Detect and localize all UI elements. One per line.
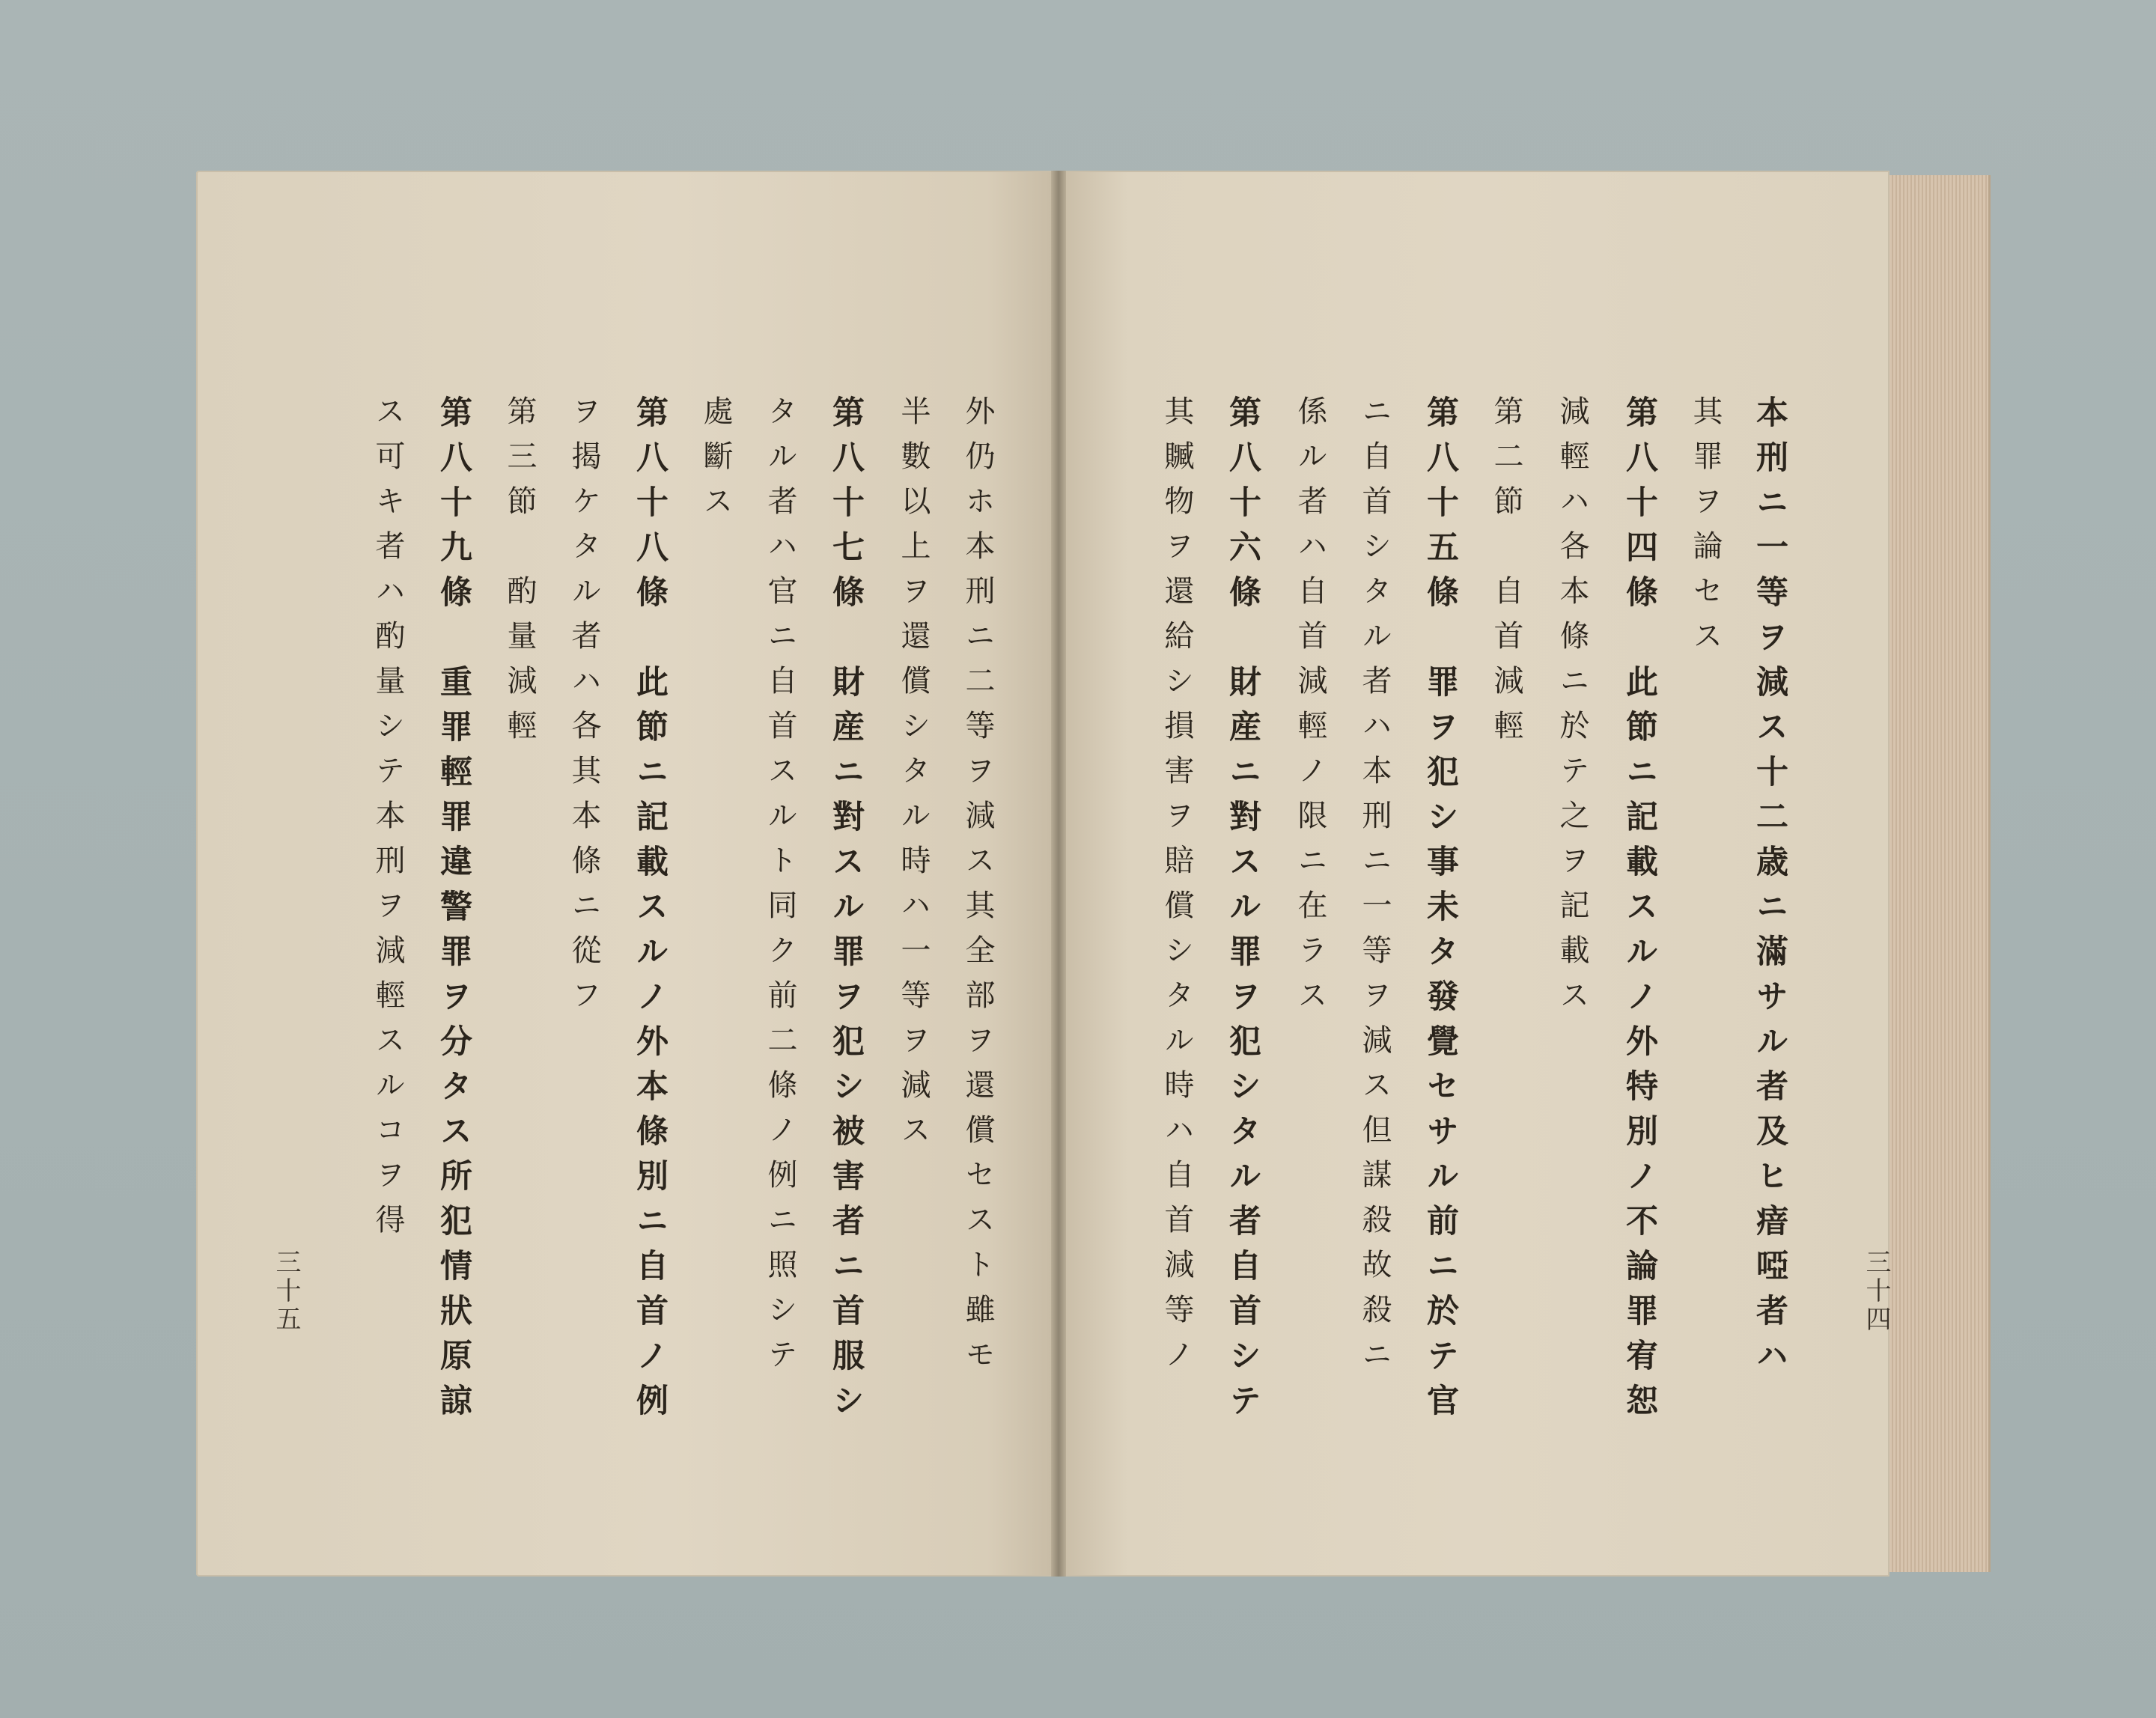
right-col-10: 其贓物ヲ還給シ損害ヲ賠償シタル時ハ自首減等ノ (1160, 395, 1194, 1383)
open-book (196, 171, 1988, 1577)
left-col-2: 半數以上ヲ還償シタル時ハ一等ヲ減ス (896, 395, 931, 1159)
right-page-number: 三十四 (1861, 1249, 1891, 1334)
left-col-4: タル者ハ官ニ自首スルト同ク前二條ノ例ニ照シテ (763, 395, 797, 1383)
left-page-number: 三十五 (271, 1249, 301, 1334)
left-col-9: 第八十九條 重罪輕罪違警罪ヲ分タス所犯情狀原諒 (435, 395, 472, 1428)
right-col-4: 減輕ハ各本條ニ於テ之ヲ記載ス (1555, 395, 1589, 1024)
right-col-1: 本刑ニ一等ヲ減ス十二歳ニ滿サル者及ヒ瘖啞者ハ (1751, 395, 1788, 1383)
right-col-8: 係ル者ハ自首減輕ノ限ニ在ラス (1293, 395, 1327, 1024)
right-col-2: 其罪ヲ論セス (1688, 395, 1723, 665)
left-col-5: 處斷ス (698, 395, 733, 530)
right-col-5: 第二節 自首減輕 (1489, 395, 1523, 755)
book-gutter (1051, 171, 1066, 1577)
right-col-3: 第八十四條 此節ニ記載スルノ外特別ノ不論罪宥恕 (1621, 395, 1658, 1428)
right-col-6: 第八十五條 罪ヲ犯シ事未タ發覺セサル前ニ於テ官 (1422, 395, 1459, 1428)
right-col-9: 第八十六條 財産ニ對スル罪ヲ犯シタル者自首シテ (1224, 395, 1261, 1428)
left-col-7: ヲ揭ケタル者ハ各其本條ニ從フ (567, 395, 601, 1024)
left-col-8: 第三節 酌量減輕 (502, 395, 537, 755)
left-col-10: ス可キ者ハ酌量シテ本刑ヲ減輕スルコヲ得 (371, 395, 405, 1249)
left-col-1: 外仍ホ本刑ニ二等ヲ減ス其全部ヲ還償セスト雖モ (960, 395, 995, 1383)
left-col-6: 第八十八條 此節ニ記載スルノ外本條別ニ自首ノ例 (631, 395, 669, 1428)
right-col-7: ニ自首シタル者ハ本刑ニ一等ヲ減ス但謀殺故殺ニ (1357, 395, 1392, 1383)
page-edges (1889, 175, 1991, 1572)
left-col-3: 第八十七條 財産ニ對スル罪ヲ犯シ被害者ニ首服シ (827, 395, 865, 1428)
